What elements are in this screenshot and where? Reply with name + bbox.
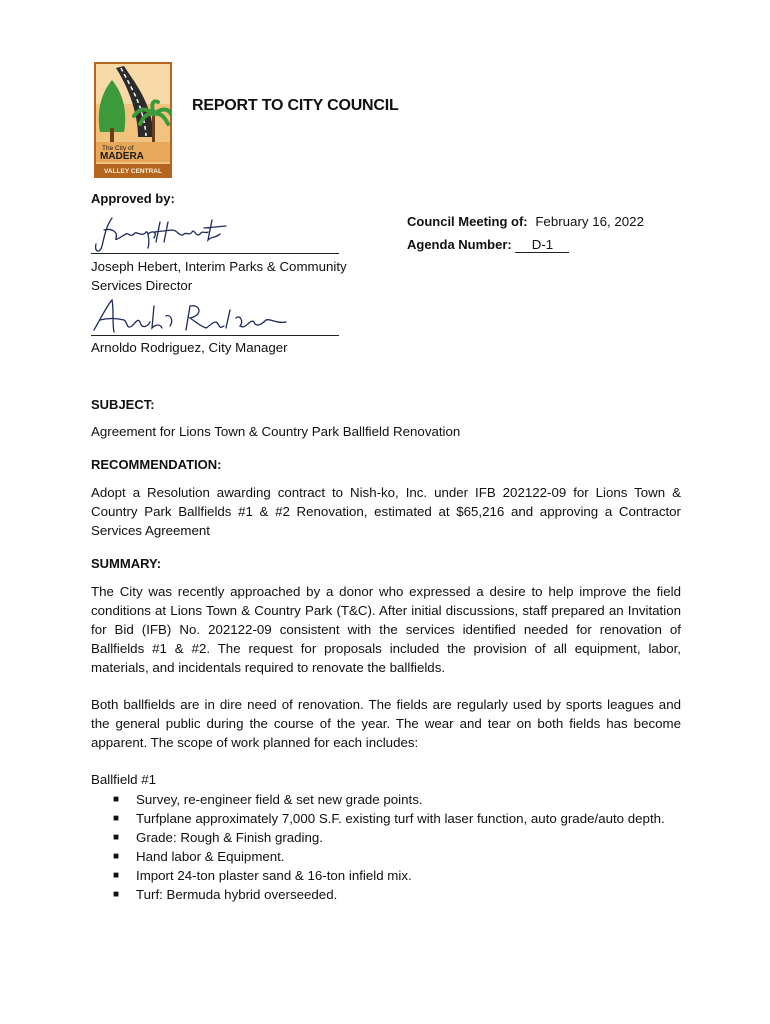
list-item: ■ Turf: Bermuda hybrid overseeded. xyxy=(113,887,338,902)
logo-text-valley-central: VALLEY CENTRAL xyxy=(104,168,162,175)
agenda-number-row xyxy=(407,237,569,253)
city-logo-graphic xyxy=(94,62,172,178)
recommendation-text: Adopt a Resolution awarding contract to Nish-ko, Inc. under IFB 202122-09 for Lions Town & Country Park Ballfields #1 & #2 Renovation, estimated at $65,216 and approving a Contractor Services Agreement xyxy=(91,485,681,538)
council-meeting-row xyxy=(407,214,644,229)
logo-text-madera: MADERA xyxy=(100,151,144,162)
bullet-square-icon: ■ xyxy=(113,851,120,862)
list-item: ■ Hand labor & Equipment. xyxy=(113,849,285,864)
list-item: ■ Survey, re-engineer field & set new grade points. xyxy=(113,792,423,807)
city-of-madera-logo xyxy=(94,62,172,178)
signer1-title: Services Director xyxy=(91,278,193,293)
ballfield-1-scope-list xyxy=(91,790,681,904)
signature-line-2 xyxy=(91,335,339,336)
agenda-number-label: Agenda Number: xyxy=(407,237,512,252)
signature-joseph-hebert xyxy=(92,212,252,256)
bullet-square-icon: ■ xyxy=(113,813,120,824)
bullet-square-icon: ■ xyxy=(113,889,120,900)
signature-arnoldo-rodriguez xyxy=(90,296,300,340)
bullet-square-icon: ■ xyxy=(113,870,120,881)
list-item: ■ Turfplane approximately 7,000 S.F. existing turf with laser function, auto grade/auto depth. xyxy=(113,811,665,826)
council-meeting-label: Council Meeting of: xyxy=(407,214,528,229)
report-title: REPORT TO CITY COUNCIL xyxy=(192,97,399,114)
summary-paragraph-1: The City was recently approached by a donor who expressed a desire to help improve the field conditions at Lions Town & Country Park (T&C). After initial discussions, staff prepared an Invitation for Bid (IFB) No. 202122-09 consistent with the services identified needed for renovation of Ballfields #1 & #2. The request for proposals included the provision of all equipment, labor, materials, and incidentals required to renovate the ballfields. xyxy=(91,584,681,675)
agenda-number-value: D-1 xyxy=(515,237,569,253)
signer2-name: Arnoldo Rodriguez, City Manager xyxy=(91,340,288,355)
bullet-square-icon: ■ xyxy=(113,832,120,843)
subject-heading: SUBJECT: xyxy=(91,397,155,412)
list-item: ■ Import 24-ton plaster sand & 16-ton infield mix. xyxy=(113,868,412,883)
council-meeting-date: February 16, 2022 xyxy=(535,214,644,229)
logo-text-city-of: The City of xyxy=(102,145,134,152)
summary-heading: SUMMARY: xyxy=(91,556,162,571)
approved-by-label: Approved by: xyxy=(91,191,175,206)
signer1-name: Joseph Hebert, Interim Parks & Community xyxy=(91,259,347,274)
list-item: ■ Grade: Rough & Finish grading. xyxy=(113,830,324,845)
ballfield-1-heading: Ballfield #1 xyxy=(91,772,157,787)
recommendation-heading: RECOMMENDATION: xyxy=(91,457,222,472)
bullet-square-icon: ■ xyxy=(113,794,120,805)
signature-line-1 xyxy=(91,253,339,254)
subject-text: Agreement for Lions Town & Country Park Ballfield Renovation xyxy=(91,424,461,439)
summary-paragraph-2: Both ballfields are in dire need of renovation. The fields are regularly used by sports leagues and the general public during the course of the year. The wear and tear on both fields has become apparent. The scope of work planned for each includes: xyxy=(91,697,681,750)
